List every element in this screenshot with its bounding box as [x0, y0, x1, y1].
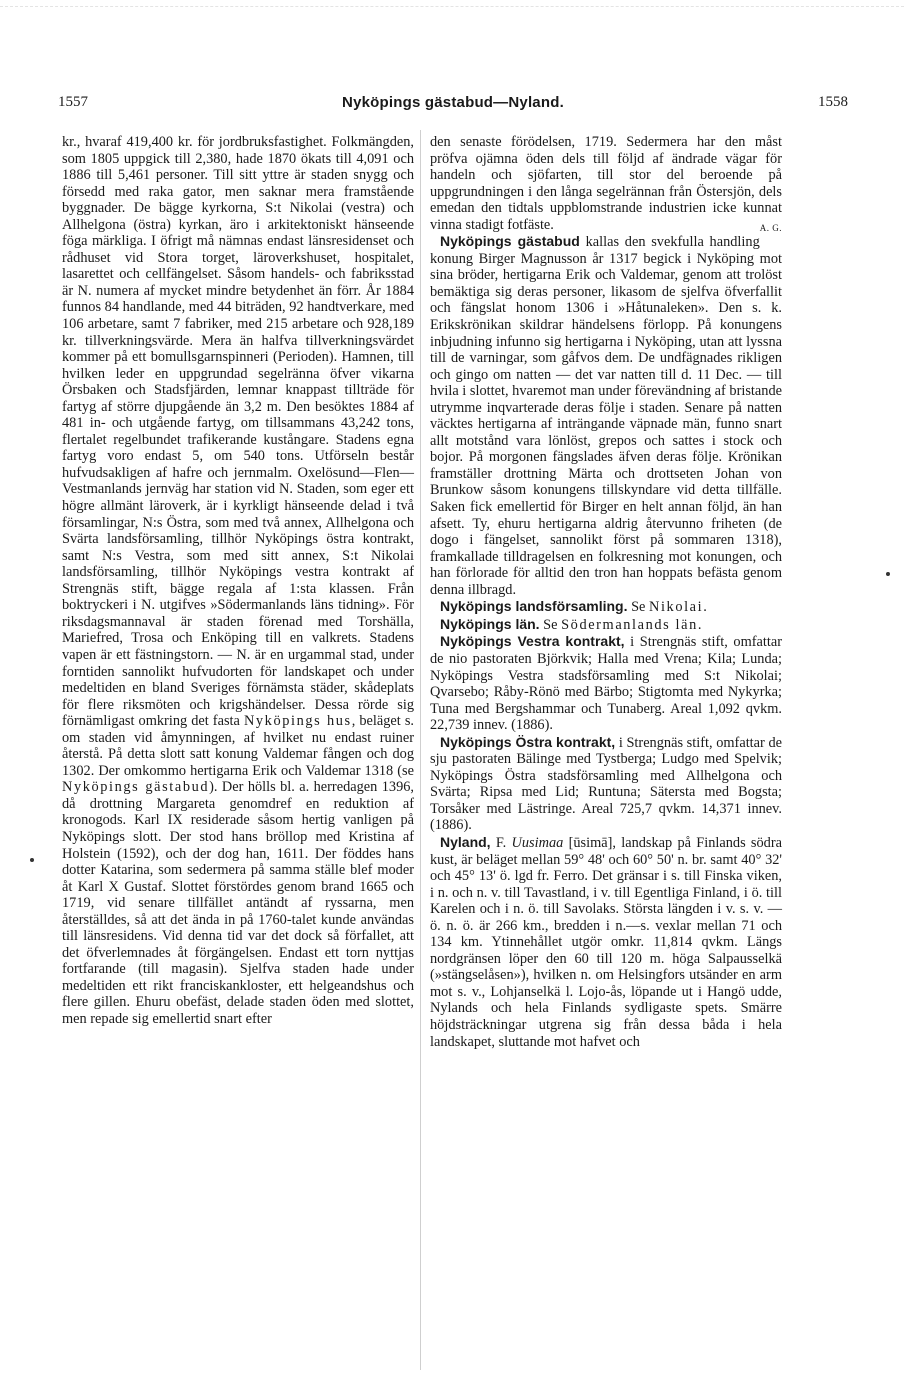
page-header: [58, 94, 848, 118]
text-run: ). Der hölls bl. a. herredagen 1396, då drottning Margareta genomdref en reduktion af kronogods. Karl IX residerade såsom hertig vanligen på Nyköpings slott. Der stod hans bröllop med Kristina af Holstein (1592), och der dog han, 1611. Der föddes hans dotter Katarina, som sedermera på samma ställe blef moder åt Karl X Gustaf. Slottet förstördes genom brand 1665 och 1719, vid senare tillfället antändt af ryssarna, men återställdes, så att det ända in på 1760-talet kunde användas till länsresidens. Vid denna tid var det dock så förfallet, att det öfverlemnades åt förgängelsen. Endast ett torn nyttjas fortfarande (till magasin). Sjelfva staden hade under medeltiden ett rikt franciskankloster, ett helgeandshus och flere gillen. Ehuru obefäst, delade staden öden med slottet, men repade sig emellertid snart efter: [62, 779, 414, 1027]
entry-headword: Nyköpings Östra kontrakt,: [440, 733, 616, 750]
right-column: [430, 134, 782, 1050]
entry-nykopings-gastabud: [430, 233, 782, 598]
running-title: Nyköpings gästabud—Nyland.: [342, 94, 564, 111]
text-run: kr., hvaraf 419,400 kr. för jordbruksfastighet. Folkmängden, som 1805 uppgick till 2,380, hade 1870 ökats till 4,091 och 1886 till 5,461 personer. Till sitt yttre är staden snygg och försedd med raka gator, men saknar mera framstående byggnader. De bägge kyrkorna, S:t Nikolai (vestra) och Allhelgona (östra) kyrkan, äro i arkitektoniskt hänseende föga märkliga. I öfrigt må nämnas endast länsresidenset och rådhuset vid Stora torget, läroverkshuset, hospitalet, lasarettet och cellfängelset. Såsom handels- och fabriksstad är N. numera af mycket mindre betydenhet än förr. År 1884 funnos 84 handlande, med 44 biträden, 92 handtverkare, med 106 arbetare, samt 7 fabriker, med 215 arbetare och 928,189 kr. tillverkningsvärde. Mera än halfva tillverkningsvärdet kommer på ett bomullsgarnspinneri (Perioden). Hamnen, till hvilken leder en uppgrundad segelränna öfver vikarna Örsbaken och Stadsfjärden, lemnar knappast tillträde för fartyg af större djupgående än 3,2 m. Den besöktes 1884 af 481 in- och utgående fartyg, om tillsammans 43,242 tons, flertalet regelbundet trafikerande kustångare. Stadens egna fartyg voro endast 5, om 540 tons. Utförseln består hufvudsakligen af hafre och jernmalm. Oxelösund—Flen—Vestmanlands jernväg har station vid N. Staden, som eger ett högre allmänt läroverk, är i kyrkligt hänseende delad i två församlingar, N:s Östra, som med två annex, Allhelgona och Svärta landsförsamling, tillhör Nyköpings östra kontrakt, samt N:s Vestra, som med sitt annex, S:t Nikolai landsförsamling, tillhör Nyköpings vestra kontrakt af Strengnäs stift, bägge regala af 1:sta klassen. Från boktryckeri i N. utgifves »Södermanlands läns tidning». För riksdagsmannaval är staden förenad med Torshälla, Mariefred, Trosa och Enköping till en valkrets. Stadens vapen är ett fästningstorn. — N. är en urgammal stad, under forntiden sannolikt hufvudorten för landskapet och under medeltiden en bland Sveriges förnämsta städer, skådeplats för flere riksmöten och krigshändelser. Dessa rörde sig förnämligast omkring det fasta: [62, 134, 414, 730]
entry-headword: Nyköpings län.: [440, 615, 540, 632]
article-end: [430, 134, 782, 233]
entry-nykopings-ostra-kontrakt: [430, 734, 782, 834]
entry-headword: Nyland,: [440, 833, 491, 850]
entry-nykopings-lan: [430, 616, 782, 634]
author-signature: A. G.: [759, 222, 782, 233]
entry-text: Se: [539, 616, 562, 633]
margin-mark: [30, 858, 34, 862]
cross-reference: Nyköpings gästabud: [62, 779, 210, 796]
article-continuation: [62, 134, 414, 1028]
entry-text: kallas den svekfulla handling konung Birger Magnusson år 1317 begick i Nyköping mot sina bröder, hertigarna Erik och Valdemar, genom att trolöst bemäktiga sig deras personer, likasom de sjelfva öfverfallit och fängslat honom 1306 i »Håtunaleken». Den s. k. Erikskrönikan skildrar händelsens förlopp. På konungens inbjudning infunno sig hertigarna i Nyköping, utan att lyssna till de varningar, som gåfvos dem. De undfägnades rikligen och gingo om natten — det var natten till d. 11 Dec. — till hvila i slottet, hvaremot man under förevändning af bristande utrymme inqvarterade deras följe i staden. Senare på natten väcktes hertigarna af inträngande väpnade män, funno snart allt motstånd vara lönlöst, grepos och sattes i stock och bojor. På morgonen fängslades äfven deras följe. Krönikan framställer drottning Märta och drottseten Johan von Brunkow såsom konungens tillskyndare vid detta tillfälle. Saken fick emellertid för Birger en helt annan följd, än han afsett. Ty, ehuru hertigarna aldrig återvunno friheten (de dogo i fängelset, sannolikt först på sommaren 1318), framkallade tilldragelsen en folkresning mot konungen, och han förlorade för alltid den tron han hoppats befästa genom denna illbragd.: [430, 234, 782, 598]
entry-headword: Nyköpings gästabud: [440, 233, 580, 250]
entry-headword: Nyköpings Vestra kontrakt,: [440, 633, 625, 650]
entry-text: Se: [627, 599, 649, 616]
finnish-name: Uusimaa: [511, 834, 564, 851]
entry-nykopings-vestra-kontrakt: [430, 633, 782, 733]
cross-reference: Södermanlands län.: [561, 616, 704, 633]
left-column: [62, 134, 414, 1028]
column-divider: [420, 130, 421, 1370]
entry-nykopings-landsforsamling: [430, 598, 782, 616]
entry-text: i Strengnäs stift, omfattar de sju pastoraten Bälinge med Tystberga; Ludgo med Spelvik; Nyköpings Östra stadsförsamling med Allhelgona och Svärta; Ripsa med Lid; Runtuna; Sätersta med Bogsta; Torsåker med Lästringe. Areal 725,7 qvkm. 14,371 innev. (1886).: [430, 734, 782, 834]
cross-reference: Nikolai.: [649, 599, 709, 616]
entry-nyland: [430, 834, 782, 1050]
text-run: , beläget s. om staden vid åmynningen, af hvilket nu endast ruiner återstå. På detta slott satt konung Valdemar fången och dog 1302. Der omkommo hertigarna Erik och Valdemar 1318 (se: [62, 713, 414, 779]
scan-edge-line: [0, 6, 904, 8]
page-number-right: 1558: [818, 94, 848, 110]
spaced-term: Nyköpings hus: [243, 713, 352, 730]
entry-text: [ūsimā], landskap på Finlands södra kust, är beläget mellan 59° 48' och 60° 50' n. br. samt 40° 32' och 45° 13' ö. lgd fr. Ferro. Det gränsar i s. till Finska viken, i n. och n. v. till Tavastland, i v. till Egentliga Finland, i ö. till Karelen och i n. ö. till Savolaks. Största längden i v. s. v. —ö. n. ö. är 266 km., bredden i n.—s. vexlar mellan 71 och 134 km. Ytinnehållet utgör omkr. 11,814 qvkm. Längs nordgränsen löper den 60 till 120 m. höga Salpausselkä (»stängselåsen»), hvilken n. om Helsingfors utsänder en arm mot s. v., Lohjanselkä l. Lojo-ås, löpande ut i Hangö udde, Nylands och hela Finlands sydligaste spets. Smärre höjdsträckningar utgrena sig från dessa båda i hela landskapet, sluttande mot hafvet och: [430, 834, 782, 1050]
entry-text: i Strengnäs stift, omfattar de nio pastoraten Björkvik; Halla med Vrena; Kila; Lunda; Nyköpings Vestra stadsförsamling med S:t Nikolai; Qvarsebo; Råby-Rönö med Bärbo; Stigtomta med Nykyrka; Tuna med Bergshammar och Tunaberg. Areal 1,092 qvkm. 22,739 innev. (1886).: [430, 634, 782, 734]
text-run: den senaste förödelsen, 1719. Sedermera har den måst pröfva ojämna öden dels till följd af ändrade vägar för handeln och sjöfarten, till stor del beroende på uppgrundningen i den långa segelrännan från Östersjön, dels emedan den tidtals uppblomstrande industrien icke kunnat vinna stadigt fotfäste.: [430, 134, 782, 233]
margin-mark: [886, 572, 890, 576]
entry-headword: Nyköpings landsförsamling.: [440, 598, 628, 615]
entry-text: F.: [490, 834, 512, 851]
page-number-left: 1557: [58, 94, 88, 110]
